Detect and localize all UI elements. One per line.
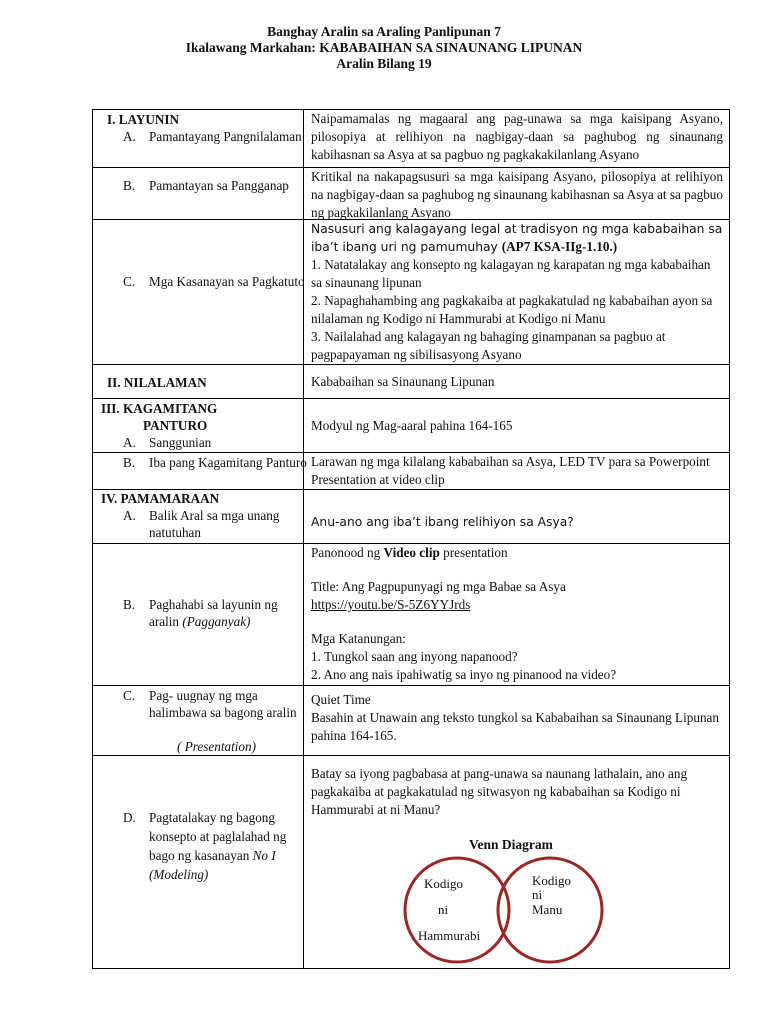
row-label: [93, 365, 303, 399]
kasanayan-intro: Nasusuri ang kalagayang legal at tradisyon ng mga kababaihan sa iba’t ibang uri ng pamumuhay (AP7 KSA-IIg-1.10.): [311, 222, 723, 254]
reading-instruction: Basahin at Unawain ang teksto tungkol sa Kababaihan sa Sinaunang Lipunan pahina 164-165.: [311, 710, 719, 743]
kasanayan-item-2: 2. Napaghahambing ang pagkakaiba at pagkakatulad ng kababaihan ayon sa nilalaman ng Kodigo ni Hammurabi at Kodigo ni Manu: [311, 293, 713, 326]
venn-diagram: [399, 856, 609, 968]
venn-right-label-3: Manu: [532, 902, 563, 917]
item-label: Pamantayan sa Pangganap: [149, 178, 289, 193]
row-kagamitan-b: [93, 452, 729, 490]
row-label: [93, 490, 303, 544]
header-line-1: Banghay Aralin sa Araling Panlipunan 7: [267, 24, 501, 39]
row-label: [93, 168, 303, 220]
row-nilalaman: [93, 364, 729, 399]
header-line-3: Aralin Bilang 19: [336, 56, 432, 71]
row-pamamaraan-c: [93, 685, 729, 756]
questions-heading: Mga Katanungan:: [311, 631, 406, 646]
header-line-2: Ikalawang Markahan: KABABAIHAN SA SINAUNANG LIPUNAN: [185, 40, 583, 55]
section-heading-pamamaraan: IV. PAMAMARAAN: [101, 491, 220, 506]
item-label: Mga Kasanayan sa Pagkatuto: [149, 274, 305, 289]
row-label: [93, 686, 303, 756]
row-pamamaraan-d: [93, 755, 729, 971]
row-label: [93, 220, 303, 365]
section-heading-layunin: I. LAYUNIN: [107, 112, 180, 127]
venn-circle-left: [405, 858, 509, 962]
kasanayan-item-3: 3. Nailalahad ang kalagayan ng bahaging ginampanan sa pagbuo at pagpapayaman ng sibilisasyong Asyano: [311, 329, 666, 362]
competency-code: (AP7 KSA-IIg-1.10.): [501, 239, 618, 254]
presentation-label: ( Presentation): [177, 739, 256, 754]
item-letter: A.: [123, 508, 136, 523]
row-content: [304, 220, 729, 365]
item-label: Pamantayang Pangnilalaman: [149, 129, 302, 144]
item-letter: D.: [123, 810, 136, 825]
question-2: 2. Ano ang nais ipahiwatig sa inyo ng pinanood na video?: [311, 667, 617, 682]
section-heading-kagamitan-2: PANTURO: [143, 418, 208, 433]
item-letter: B.: [123, 455, 136, 470]
venn-left-label-3: Hammurabi: [418, 928, 481, 943]
row-content: [304, 544, 729, 686]
item-label: Pagtatalakay ng bagong konsepto at paglalahad ng bago ng kasanayan No I (Modeling): [149, 810, 287, 882]
venn-title: Venn Diagram: [469, 837, 553, 852]
row-label: [93, 756, 303, 971]
item-letter: A.: [123, 129, 136, 144]
video-line: Panonood ng Video clip presentation: [311, 545, 508, 560]
item-label: Paghahabi sa layunin ng aralin (Pagganyak): [149, 597, 278, 629]
venn-left-label-2: ni: [438, 902, 449, 917]
row-content: Kritikal na nakapagsusuri sa mga kaisipang Asyano, pilosopiya at relihiyon na nagbigay-daan sa paghubog ng sinaunang kabihasnan sa Asya at sa pagbuo ng pagkakilanlang Asyano: [311, 169, 723, 220]
video-link[interactable]: https://youtu.be/S-5Z6YYJrds: [311, 597, 471, 612]
row-content: Larawan ng mga kilalang kababaihan sa Asya, LED TV para sa Powerpoint Presentation at video clip: [311, 454, 710, 487]
row-content: Kababaihan sa Sinaunang Lipunan: [311, 374, 495, 389]
item-label: Sanggunian: [149, 435, 212, 450]
row-layunin-c: [93, 219, 729, 365]
item-letter: B.: [123, 178, 136, 193]
venn-right-label-2: ni: [532, 887, 543, 902]
item-label: Balik Aral sa mga unang natutuhan: [149, 508, 280, 540]
row-content: [304, 686, 729, 756]
row-pamamaraan-b: [93, 543, 729, 686]
row-content: Naipamamalas ng magaaral ang pag-unawa sa mga kaisipang Asyano, pilosopiya at relihiyon na nagbigay-daan sa paghubog ng sinaunang kabihasnan sa Asya at sa pagbuo ng pagkakakilanlang Asyano: [311, 111, 723, 162]
balik-aral-question: Anu-ano ang iba’t ibang relihiyon sa Asya?: [311, 515, 574, 529]
discussion-question: Batay sa iyong pagbabasa at pang-unawa sa naunang lathalain, ano ang pagkakaiba at pagkakatulad ng sitwasyon ng kababaihan sa Kodigo ni Hammurabi at ni Manu?: [311, 766, 688, 817]
item-letter: A.: [123, 435, 136, 450]
item-letter: C.: [123, 688, 136, 703]
venn-left-label-1: Kodigo: [424, 876, 463, 891]
kasanayan-item-1: 1. Natatalakay ang konsepto ng kalagayan ng karapatan ng mga kababaihan sa sinaunang lipunan: [311, 257, 711, 290]
row-kagamitan-a: [93, 398, 729, 453]
venn-right-label-1: Kodigo: [532, 873, 571, 888]
row-label: [93, 544, 303, 686]
document-header: [0, 24, 768, 72]
quiet-time: Quiet Time: [311, 692, 371, 707]
row-pamamaraan-a: [93, 489, 729, 544]
row-content: [304, 490, 729, 544]
row-content: Modyul ng Mag-aaral pahina 164-165: [311, 418, 513, 433]
row-label: [93, 453, 307, 490]
lesson-plan-table: [92, 109, 730, 969]
item-label: Pag- uugnay ng mga halimbawa sa bagong aralin: [149, 688, 297, 720]
question-1: 1. Tungkol saan ang inyong napanood?: [311, 649, 518, 664]
item-letter: B.: [123, 597, 136, 612]
section-heading-kagamitan: III. KAGAMITANG: [101, 401, 218, 416]
row-content: [304, 756, 729, 971]
row-layunin-b: [93, 167, 729, 220]
video-title: Title: Ang Pagpupunyagi ng mga Babae sa Asya: [311, 579, 566, 594]
row-label: [93, 399, 303, 453]
row-label: [93, 110, 303, 167]
item-label: Iba pang Kagamitang Panturo: [149, 455, 307, 470]
item-letter: C.: [123, 274, 136, 289]
section-heading-nilalaman: II. NILALAMAN: [107, 374, 207, 390]
row-layunin-a: [93, 110, 729, 167]
